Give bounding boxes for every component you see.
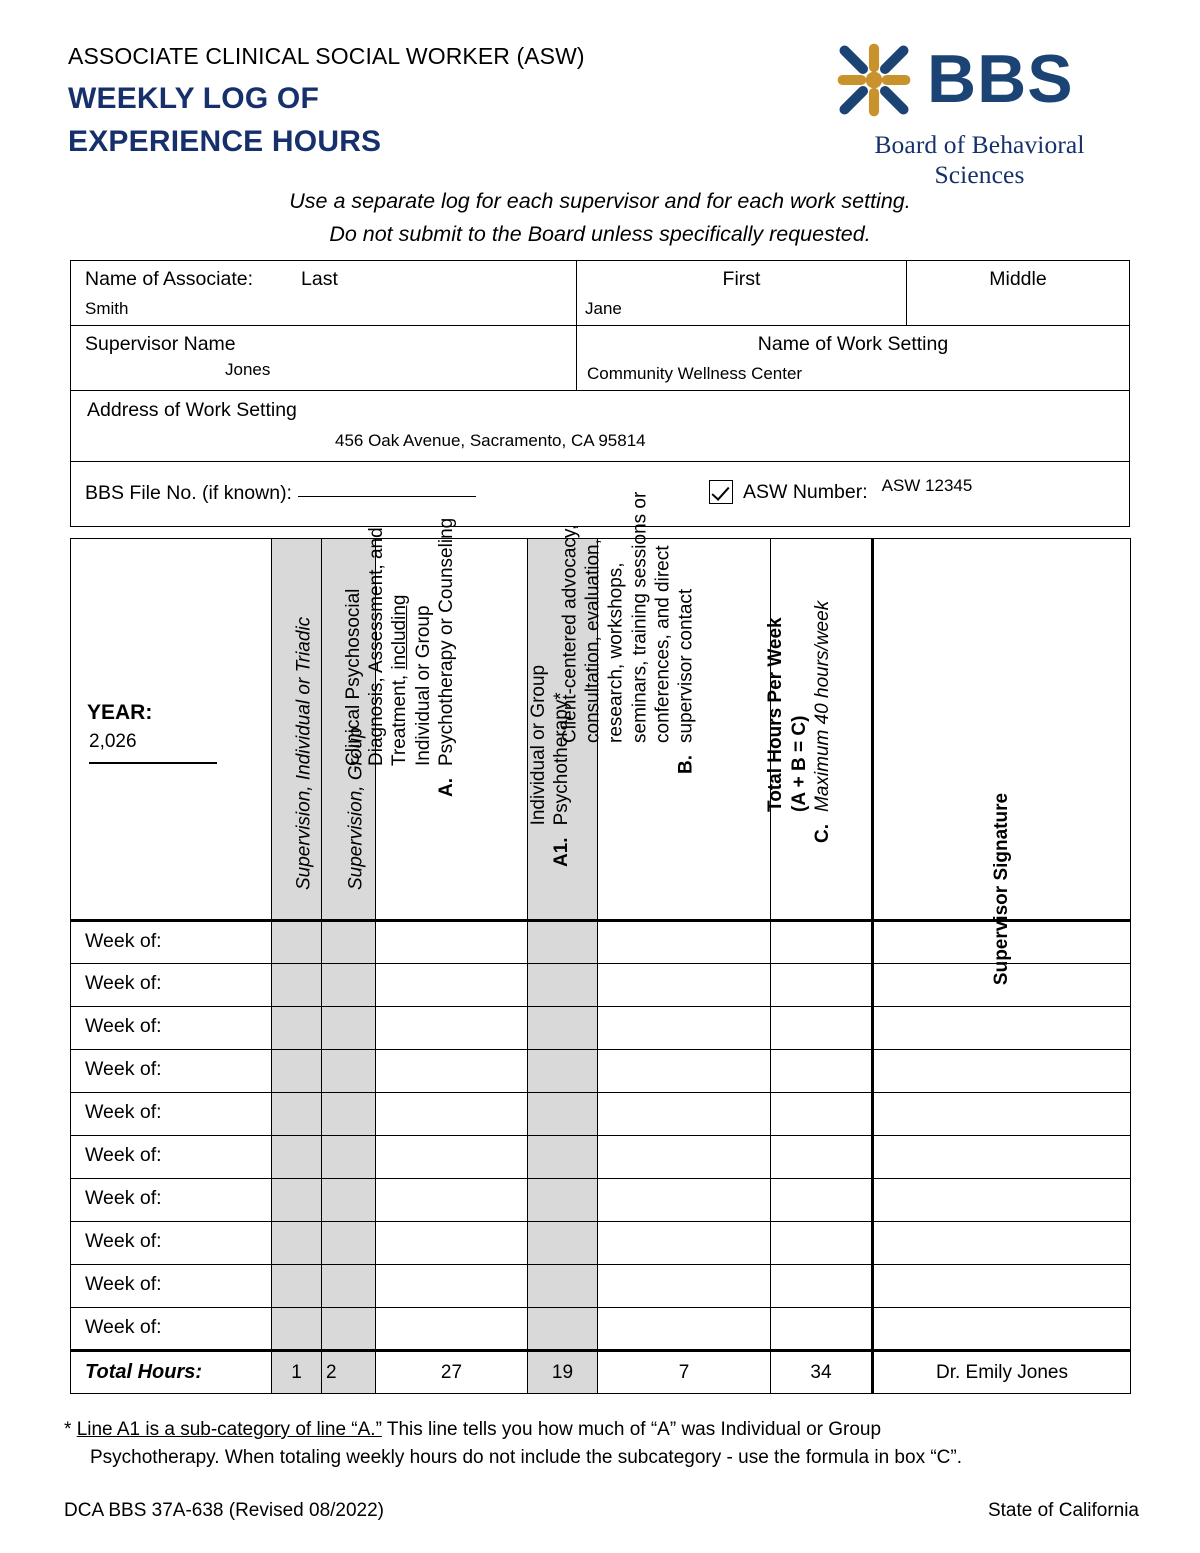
total-supervision-group[interactable]: 2 (322, 1351, 376, 1394)
cell-b[interactable] (598, 1136, 771, 1179)
total-a1[interactable]: 19 (528, 1351, 598, 1394)
table-row[interactable] (71, 1308, 1131, 1351)
cell-b[interactable] (598, 921, 771, 964)
col-b-line4: seminars, training sessions or (629, 491, 650, 743)
week-label: Week of: (71, 964, 272, 1007)
col-c-line1: Total Hours Per Week (764, 617, 786, 812)
total-a[interactable]: 27 (376, 1351, 528, 1394)
cell-c[interactable] (771, 1179, 873, 1222)
cell-a[interactable] (376, 921, 528, 964)
instruction-line-2: Do not submit to the Board unless specifically requested. (329, 221, 871, 246)
col-b-line3: research, workshops, (605, 562, 627, 743)
cell-a1[interactable] (528, 1222, 598, 1265)
last-label: Last (301, 268, 338, 290)
cell-supervision-group[interactable] (322, 964, 376, 1007)
cell-supervision-group[interactable] (322, 1050, 376, 1093)
col-b-line6: supervisor contact (675, 588, 697, 743)
cell-a[interactable] (376, 1050, 528, 1093)
cell-supervision-group[interactable] (322, 1308, 376, 1351)
cell-b[interactable] (598, 1265, 771, 1308)
cell-a1[interactable] (528, 1007, 598, 1050)
col-a-line2: Diagnosis, Assessment, and (366, 527, 388, 767)
year-label: YEAR: (87, 701, 153, 724)
middle-name-cell[interactable] (907, 261, 1129, 325)
col-a-line1: Clinical Psychosocial (343, 588, 365, 767)
col-header-c (764, 539, 873, 921)
cell-a1[interactable] (528, 964, 598, 1007)
cell-c[interactable] (771, 1265, 873, 1308)
col-label-c (764, 601, 834, 812)
col-b-line2: consultation, evaluation, (582, 539, 604, 743)
col-c-line3: Maximum 40 hours/week (811, 600, 833, 812)
cell-signature[interactable] (873, 1179, 1131, 1222)
cell-a[interactable] (376, 964, 528, 1007)
work-setting-cell[interactable] (577, 326, 1129, 390)
instructions-block (0, 185, 1200, 250)
table-row[interactable] (71, 1136, 1131, 1179)
cell-signature[interactable] (873, 1308, 1131, 1351)
total-signature[interactable]: Dr. Emily Jones (873, 1351, 1131, 1394)
week-label: Week of: (71, 1093, 272, 1136)
asw-number-field[interactable] (876, 476, 1061, 496)
first-label: First (722, 268, 761, 290)
week-label: Week of: (71, 1179, 272, 1222)
cell-signature[interactable] (873, 1136, 1131, 1179)
cell-a1[interactable] (528, 1050, 598, 1093)
cell-supervision-individual[interactable] (272, 1007, 322, 1050)
total-c[interactable]: 34 (771, 1351, 873, 1394)
form-subtitle: ASSOCIATE CLINICAL SOCIAL WORKER (ASW) (68, 43, 585, 69)
title-block (68, 44, 585, 163)
name-of-associate-label: Name of Associate: Last (85, 268, 338, 290)
page-title-line2: EXPERIENCE HOURS (68, 124, 382, 158)
table-row[interactable] (71, 1007, 1131, 1050)
footnote-line-2: Psychotherapy. When totaling weekly hours do not include the subcategory - use the formula in box “C”. (90, 1446, 962, 1468)
cell-signature[interactable] (873, 1265, 1131, 1308)
cell-b[interactable] (598, 1179, 771, 1222)
table-row[interactable] (71, 1093, 1131, 1136)
cell-supervision-individual[interactable] (272, 1222, 322, 1265)
footer-state: State of California (987, 1500, 1139, 1521)
cell-a1[interactable] (528, 921, 598, 964)
col-b-line1: Client-centered advocacy, (559, 524, 581, 743)
last-name-value: Smith (85, 299, 129, 319)
cell-a1[interactable] (528, 1136, 598, 1179)
cell-a[interactable] (376, 1265, 528, 1308)
work-setting-value: Community Wellness Center (587, 364, 803, 384)
cell-a1[interactable] (528, 1308, 598, 1351)
name-row (71, 261, 1129, 326)
cell-signature[interactable] (873, 1222, 1131, 1265)
cell-signature[interactable] (873, 1050, 1131, 1093)
cell-a1[interactable] (528, 1093, 598, 1136)
work-setting-label: Name of Work Setting (757, 333, 949, 355)
col-letter-a: A. (435, 778, 457, 798)
col-header-supervisor-signature (873, 539, 1131, 986)
associate-info-block (70, 260, 1130, 527)
table-row[interactable] (71, 1265, 1131, 1308)
footnote-line-1 (64, 1416, 1139, 1444)
logo-subtext: Board of Behavioral Sciences (874, 130, 1085, 189)
col-b-line5: conferences, and direct (652, 545, 674, 743)
first-name-value: Jane (585, 299, 622, 319)
last-name-cell[interactable] (71, 261, 577, 325)
col-letter-b: B. (675, 754, 697, 774)
cell-b[interactable] (598, 1308, 771, 1351)
week-label: Week of: (71, 1265, 272, 1308)
footnote-block (64, 1416, 1139, 1471)
bbs-file-no-field[interactable] (85, 482, 476, 505)
page-footer (64, 1500, 1139, 1522)
bbs-file-no-label: BBS File No. (if known): (85, 482, 292, 504)
cell-b[interactable] (598, 1222, 771, 1265)
cell-signature[interactable] (873, 1093, 1131, 1136)
cell-supervision-group[interactable] (322, 921, 376, 964)
instruction-line-1: Use a separate log for each supervisor and for each work setting. (289, 189, 911, 213)
cell-supervision-group[interactable] (322, 1093, 376, 1136)
table-header-row (71, 539, 1131, 921)
supervisor-row (71, 326, 1129, 391)
cell-b[interactable] (598, 1050, 771, 1093)
cell-supervision-individual[interactable] (272, 964, 322, 1007)
page-title-line1: WEEKLY LOG OF (68, 82, 319, 116)
asw-number-value: ASW 12345 (881, 476, 973, 495)
cell-a1[interactable] (528, 1179, 598, 1222)
cell-c[interactable] (771, 964, 873, 1007)
cell-signature[interactable] (873, 1007, 1131, 1050)
cell-supervision-individual[interactable] (272, 1050, 322, 1093)
col-a1-line2: Psychotherapy* (551, 692, 572, 826)
col-label-supervision-individual: Supervision, Individual or Triadic (293, 616, 315, 890)
cell-a[interactable] (376, 1308, 528, 1351)
cell-supervision-group[interactable] (322, 1007, 376, 1050)
cell-b[interactable] (598, 964, 771, 1007)
first-name-cell[interactable] (577, 261, 907, 325)
bbs-file-no-blank[interactable] (298, 496, 476, 497)
asw-number-label: ASW Number: (743, 481, 868, 503)
col-a-line5: Psychotherapy or Counseling (435, 517, 457, 767)
week-label: Week of: (71, 1222, 272, 1265)
year-value: 2,026 (89, 731, 137, 752)
cell-supervision-group[interactable] (322, 1265, 376, 1308)
table-row[interactable] (71, 964, 1131, 1007)
cell-supervision-individual[interactable] (272, 1136, 322, 1179)
footnote-star: * (64, 1419, 72, 1440)
cell-a[interactable] (376, 1179, 528, 1222)
totals-row (71, 1351, 1131, 1394)
bbs-logo (827, 34, 1132, 189)
cell-supervision-individual[interactable] (272, 1265, 322, 1308)
cell-supervision-group[interactable] (322, 1179, 376, 1222)
cell-supervision-individual[interactable] (272, 1308, 322, 1351)
cell-supervision-individual[interactable] (272, 1093, 322, 1136)
totals-label: Total Hours: (71, 1351, 272, 1394)
week-label: Week of: (71, 1136, 272, 1179)
week-label: Week of: (71, 1050, 272, 1093)
cell-c[interactable] (771, 1093, 873, 1136)
cell-supervision-individual[interactable] (272, 1179, 322, 1222)
cell-supervision-group[interactable] (322, 1222, 376, 1265)
col-a-line3: Treatment, including (389, 594, 411, 767)
address-label: Address of Work Setting (87, 399, 297, 421)
page-header (0, 0, 1200, 189)
cell-c[interactable] (771, 1308, 873, 1351)
col-label-b (558, 492, 697, 743)
cell-c[interactable] (771, 921, 873, 964)
footnote-rest: This line tells you how much of “A” was Individual or Group (381, 1419, 882, 1440)
cell-a[interactable] (376, 1093, 528, 1136)
col-label-supervision-group: Supervision, Group (345, 727, 367, 890)
col-letter-c: C. (812, 823, 834, 843)
molecule-network-icon (827, 34, 921, 126)
asw-number-group (709, 476, 1061, 504)
supervisor-name-value: Jones (225, 360, 271, 380)
cell-c[interactable] (771, 1222, 873, 1265)
cell-c[interactable] (771, 1050, 873, 1093)
page-title (68, 78, 585, 163)
asw-checkbox[interactable] (709, 480, 733, 504)
address-row (71, 391, 1129, 462)
week-label: Week of: (71, 1007, 272, 1050)
table-row[interactable] (71, 1050, 1131, 1093)
cell-c[interactable] (771, 1007, 873, 1050)
col-letter-a1: A1. (551, 837, 573, 867)
col-a-line4: Individual or Group (412, 605, 434, 767)
cell-a1[interactable] (528, 1265, 598, 1308)
supervisor-name-label: Supervisor Name (85, 333, 236, 355)
supervisor-name-cell[interactable] (71, 326, 577, 390)
table-row[interactable] (71, 1222, 1131, 1265)
total-supervision-individual[interactable]: 1 (272, 1351, 322, 1394)
week-label: Week of: (71, 1308, 272, 1351)
week-label: Week of: (71, 921, 272, 964)
cell-a[interactable] (376, 1136, 528, 1179)
cell-a[interactable] (376, 1222, 528, 1265)
col-a1-line1: Individual or Group (527, 664, 549, 826)
address-value: 456 Oak Avenue, Sacramento, CA 95814 (335, 431, 646, 451)
middle-label: Middle (989, 268, 1047, 290)
col-c-line2: (A + B = C) (788, 715, 810, 812)
total-b[interactable]: 7 (598, 1351, 771, 1394)
col-header-supervision-individual (272, 539, 322, 921)
logo-wordmark: BBS (927, 41, 1074, 118)
footer-form-number: DCA BBS 37A-638 (Revised 08/2022) (64, 1500, 385, 1521)
col-label-supervisor-signature: Supervisor Signature (991, 793, 1013, 986)
cell-supervision-individual[interactable] (272, 921, 322, 964)
year-underline (89, 762, 217, 764)
col-label-a (342, 518, 458, 766)
table-row[interactable] (71, 1179, 1131, 1222)
cell-b[interactable] (598, 1093, 771, 1136)
footnote-underlined: Line A1 is a sub-category of line “A.” (76, 1419, 382, 1440)
table-row[interactable] (71, 921, 1131, 964)
cell-c[interactable] (771, 1136, 873, 1179)
cell-supervision-group[interactable] (322, 1136, 376, 1179)
cell-b[interactable] (598, 1007, 771, 1050)
year-cell[interactable] (71, 539, 272, 921)
address-cell[interactable] (71, 391, 1129, 461)
cell-a[interactable] (376, 1007, 528, 1050)
